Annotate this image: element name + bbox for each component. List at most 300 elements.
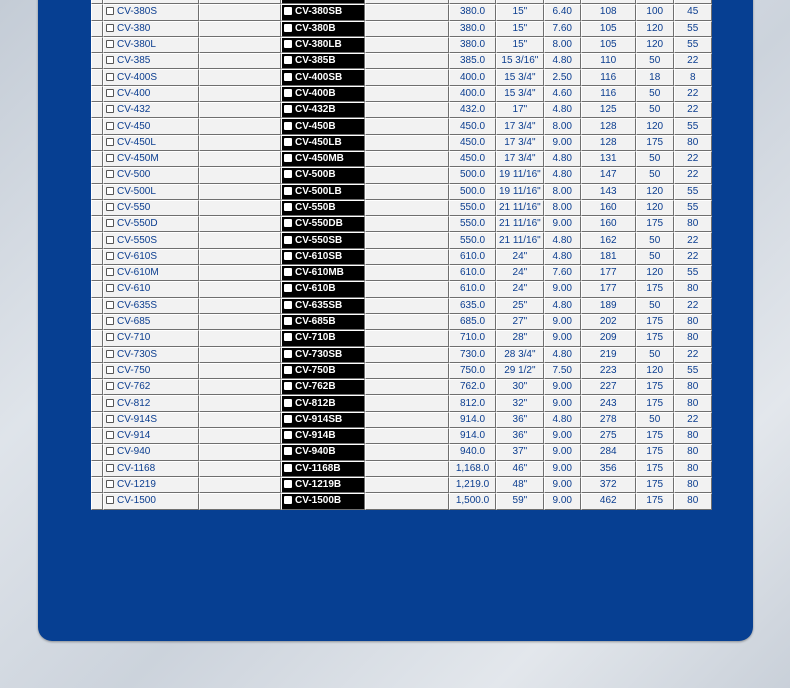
length-mm-cell: 940.0 xyxy=(449,444,496,460)
pack-qty-cell: 128 xyxy=(581,118,636,134)
natural-select-checkbox[interactable] xyxy=(106,317,114,325)
empty-cell xyxy=(199,330,281,346)
natural-part-cell xyxy=(103,265,199,281)
empty-cell xyxy=(365,151,449,167)
tensile-kg-cell: 45 xyxy=(674,4,712,20)
pack-qty-cell: 147 xyxy=(581,167,636,183)
length-mm-cell: 610.0 xyxy=(449,281,496,297)
empty-cell xyxy=(365,232,449,248)
empty-cell xyxy=(365,37,449,53)
row-marker-cell xyxy=(91,265,103,281)
length-inch-cell: 24" xyxy=(496,281,544,297)
empty-cell xyxy=(365,330,449,346)
empty-cell xyxy=(365,428,449,444)
black-select-checkbox[interactable] xyxy=(284,219,292,227)
natural-part-number: CV-1500 xyxy=(117,495,156,507)
empty-cell xyxy=(365,184,449,200)
natural-select-checkbox[interactable] xyxy=(106,496,114,504)
length-inch-cell: 21 11/16" xyxy=(496,216,544,232)
parts-table xyxy=(91,0,712,510)
pack-qty-cell: 223 xyxy=(581,363,636,379)
empty-cell xyxy=(365,477,449,493)
width-mm-cell: 4.80 xyxy=(544,249,581,265)
empty-cell xyxy=(365,53,449,69)
length-mm-cell: 750.0 xyxy=(449,363,496,379)
row-marker-cell xyxy=(91,232,103,248)
pack-qty-cell: 278 xyxy=(581,412,636,428)
pack-qty-cell: 202 xyxy=(581,314,636,330)
length-mm-cell: 380.0 xyxy=(449,4,496,20)
natural-select-checkbox[interactable] xyxy=(106,284,114,292)
natural-select-checkbox[interactable] xyxy=(106,236,114,244)
natural-part-number: CV-762 xyxy=(117,381,151,393)
natural-select-checkbox[interactable] xyxy=(106,431,114,439)
empty-cell xyxy=(365,298,449,314)
width-mm-cell: 4.80 xyxy=(544,167,581,183)
length-mm-cell: 550.0 xyxy=(449,216,496,232)
natural-select-checkbox[interactable] xyxy=(106,399,114,407)
black-select-checkbox[interactable] xyxy=(284,415,292,423)
empty-cell xyxy=(199,298,281,314)
empty-cell xyxy=(365,363,449,379)
natural-select-checkbox[interactable] xyxy=(106,154,114,162)
black-select-checkbox[interactable] xyxy=(284,447,292,455)
black-select-checkbox[interactable] xyxy=(284,89,292,97)
natural-part-cell xyxy=(103,477,199,493)
black-part-number: CV-450MB xyxy=(295,153,344,165)
table-row xyxy=(91,151,712,167)
black-part-number: CV-385B xyxy=(295,55,336,67)
black-select-checkbox[interactable] xyxy=(284,122,292,130)
empty-cell xyxy=(365,461,449,477)
black-select-checkbox[interactable] xyxy=(284,317,292,325)
width-mm-cell: 4.80 xyxy=(544,151,581,167)
empty-cell xyxy=(199,379,281,395)
width-mm-cell: 9.00 xyxy=(544,281,581,297)
black-part-number: CV-550DB xyxy=(295,218,343,230)
natural-part-cell xyxy=(103,249,199,265)
black-part-number: CV-710B xyxy=(295,332,336,344)
tensile-kg-cell: 22 xyxy=(674,249,712,265)
tensile-lbs-cell: 175 xyxy=(636,493,674,509)
black-part-cell xyxy=(281,265,365,281)
length-inch-cell: 21 11/16" xyxy=(496,232,544,248)
tensile-lbs-cell: 18 xyxy=(636,69,674,85)
natural-select-checkbox[interactable] xyxy=(106,56,114,64)
width-mm-cell: 4.80 xyxy=(544,102,581,118)
length-mm-cell: 450.0 xyxy=(449,135,496,151)
natural-part-number: CV-400S xyxy=(117,71,158,83)
empty-cell xyxy=(199,363,281,379)
black-part-number: CV-610MB xyxy=(295,267,344,279)
tensile-lbs-cell: 50 xyxy=(636,151,674,167)
length-mm-cell: 400.0 xyxy=(449,86,496,102)
tensile-lbs-cell: 50 xyxy=(636,167,674,183)
table-row xyxy=(91,135,712,151)
row-marker-cell xyxy=(91,395,103,411)
pack-qty-cell: 105 xyxy=(581,37,636,53)
length-mm-cell: 385.0 xyxy=(449,53,496,69)
natural-part-number: CV-940 xyxy=(117,446,151,458)
black-part-cell xyxy=(281,314,365,330)
table-row xyxy=(91,53,712,69)
natural-select-checkbox[interactable] xyxy=(106,415,114,423)
length-inch-cell: 32" xyxy=(496,395,544,411)
black-select-checkbox[interactable] xyxy=(284,236,292,244)
empty-cell xyxy=(199,118,281,134)
natural-select-checkbox[interactable] xyxy=(106,40,114,48)
length-mm-cell: 914.0 xyxy=(449,412,496,428)
black-select-checkbox[interactable] xyxy=(284,73,292,81)
tensile-lbs-cell: 175 xyxy=(636,379,674,395)
black-select-checkbox[interactable] xyxy=(284,154,292,162)
natural-select-checkbox[interactable] xyxy=(106,366,114,374)
natural-select-checkbox[interactable] xyxy=(106,268,114,276)
natural-select-checkbox[interactable] xyxy=(106,203,114,211)
black-select-checkbox[interactable] xyxy=(284,268,292,276)
tensile-kg-cell: 80 xyxy=(674,493,712,509)
tensile-kg-cell: 22 xyxy=(674,151,712,167)
black-part-cell xyxy=(281,102,365,118)
natural-part-cell xyxy=(103,53,199,69)
tensile-kg-cell: 22 xyxy=(674,167,712,183)
pack-qty-cell: 108 xyxy=(581,4,636,20)
empty-cell xyxy=(199,21,281,37)
table-row xyxy=(91,37,712,53)
table-row xyxy=(91,347,712,363)
natural-part-number: CV-500 xyxy=(117,169,151,181)
black-part-cell xyxy=(281,21,365,37)
length-inch-cell: 36" xyxy=(496,428,544,444)
tensile-lbs-cell: 50 xyxy=(636,249,674,265)
black-select-checkbox[interactable] xyxy=(284,431,292,439)
natural-select-checkbox[interactable] xyxy=(106,382,114,390)
empty-cell xyxy=(199,232,281,248)
tensile-kg-cell: 80 xyxy=(674,281,712,297)
tensile-lbs-cell: 120 xyxy=(636,265,674,281)
empty-cell xyxy=(365,102,449,118)
width-mm-cell: 9.00 xyxy=(544,461,581,477)
length-inch-cell: 27" xyxy=(496,314,544,330)
tensile-kg-cell: 80 xyxy=(674,216,712,232)
natural-part-number: CV-1168 xyxy=(117,462,156,474)
black-part-number: CV-635SB xyxy=(295,299,343,311)
empty-cell xyxy=(365,281,449,297)
tensile-lbs-cell: 175 xyxy=(636,281,674,297)
length-inch-cell: 24" xyxy=(496,249,544,265)
black-select-checkbox[interactable] xyxy=(284,399,292,407)
table-row xyxy=(91,281,712,297)
width-mm-cell: 9.00 xyxy=(544,379,581,395)
natural-part-cell xyxy=(103,412,199,428)
length-inch-cell: 17" xyxy=(496,102,544,118)
natural-select-checkbox[interactable] xyxy=(106,187,114,195)
width-mm-cell: 7.50 xyxy=(544,363,581,379)
tensile-kg-cell: 80 xyxy=(674,461,712,477)
length-mm-cell: 380.0 xyxy=(449,21,496,37)
natural-select-checkbox[interactable] xyxy=(106,122,114,130)
empty-cell xyxy=(199,200,281,216)
row-marker-cell xyxy=(91,493,103,509)
empty-cell xyxy=(199,249,281,265)
empty-cell xyxy=(199,53,281,69)
black-part-cell xyxy=(281,151,365,167)
empty-cell xyxy=(365,265,449,281)
row-marker-cell xyxy=(91,200,103,216)
black-part-number: CV-750B xyxy=(295,364,336,376)
black-part-number: CV-1500B xyxy=(295,495,342,507)
black-part-number: CV-685B xyxy=(295,316,336,328)
length-mm-cell: 730.0 xyxy=(449,347,496,363)
row-marker-cell xyxy=(91,363,103,379)
natural-part-number: CV-1219 xyxy=(117,479,156,491)
tensile-lbs-cell: 50 xyxy=(636,412,674,428)
table-row xyxy=(91,330,712,346)
black-select-checkbox[interactable] xyxy=(284,480,292,488)
empty-cell xyxy=(365,395,449,411)
natural-part-cell xyxy=(103,37,199,53)
pack-qty-cell: 243 xyxy=(581,395,636,411)
tensile-lbs-cell: 175 xyxy=(636,461,674,477)
black-part-cell xyxy=(281,428,365,444)
black-select-checkbox[interactable] xyxy=(284,56,292,64)
pack-qty-cell: 284 xyxy=(581,444,636,460)
natural-select-checkbox[interactable] xyxy=(106,138,114,146)
natural-part-cell xyxy=(103,167,199,183)
natural-select-checkbox[interactable] xyxy=(106,447,114,455)
natural-select-checkbox[interactable] xyxy=(106,219,114,227)
empty-cell xyxy=(365,21,449,37)
black-select-checkbox[interactable] xyxy=(284,464,292,472)
empty-cell xyxy=(199,412,281,428)
black-part-cell xyxy=(281,53,365,69)
natural-select-checkbox[interactable] xyxy=(106,464,114,472)
length-inch-cell: 29 1/2" xyxy=(496,363,544,379)
pack-qty-cell: 125 xyxy=(581,102,636,118)
width-mm-cell: 9.00 xyxy=(544,493,581,509)
empty-cell xyxy=(365,379,449,395)
length-inch-cell: 59" xyxy=(496,493,544,509)
black-part-cell xyxy=(281,69,365,85)
black-select-checkbox[interactable] xyxy=(284,382,292,390)
black-part-number: CV-500B xyxy=(295,169,336,181)
pack-qty-cell: 116 xyxy=(581,69,636,85)
row-marker-cell xyxy=(91,330,103,346)
natural-part-number: CV-550S xyxy=(117,234,158,246)
natural-part-cell xyxy=(103,363,199,379)
natural-part-cell xyxy=(103,135,199,151)
pack-qty-cell: 462 xyxy=(581,493,636,509)
table-row xyxy=(91,314,712,330)
tensile-kg-cell: 22 xyxy=(674,86,712,102)
table-row xyxy=(91,21,712,37)
table-row xyxy=(91,265,712,281)
black-select-checkbox[interactable] xyxy=(284,301,292,309)
width-mm-cell: 4.80 xyxy=(544,232,581,248)
black-select-checkbox[interactable] xyxy=(284,252,292,260)
tensile-kg-cell: 22 xyxy=(674,102,712,118)
black-select-checkbox[interactable] xyxy=(284,105,292,113)
width-mm-cell: 9.00 xyxy=(544,330,581,346)
length-inch-cell: 24" xyxy=(496,265,544,281)
black-part-cell xyxy=(281,4,365,20)
tensile-lbs-cell: 120 xyxy=(636,37,674,53)
tensile-lbs-cell: 50 xyxy=(636,53,674,69)
tensile-lbs-cell: 175 xyxy=(636,428,674,444)
black-part-number xyxy=(295,0,336,1)
tensile-kg-cell: 55 xyxy=(674,37,712,53)
natural-select-checkbox[interactable] xyxy=(106,24,114,32)
row-marker-cell xyxy=(91,37,103,53)
row-marker-cell xyxy=(91,102,103,118)
tensile-lbs-cell: 120 xyxy=(636,184,674,200)
width-mm-cell: 8.00 xyxy=(544,37,581,53)
tensile-lbs-cell: 175 xyxy=(636,135,674,151)
empty-cell xyxy=(199,184,281,200)
natural-select-checkbox[interactable] xyxy=(106,89,114,97)
tensile-kg-cell: 80 xyxy=(674,477,712,493)
empty-cell xyxy=(199,216,281,232)
length-mm-cell: 450.0 xyxy=(449,151,496,167)
tensile-kg-cell: 22 xyxy=(674,347,712,363)
tensile-lbs-cell: 50 xyxy=(636,86,674,102)
empty-cell xyxy=(365,118,449,134)
natural-part-number: CV-450 xyxy=(117,120,151,132)
natural-part-number: CV-550 xyxy=(117,202,151,213)
row-marker-cell xyxy=(91,151,103,167)
natural-part-number xyxy=(117,0,150,1)
tensile-kg-cell: 55 xyxy=(674,265,712,281)
length-inch-cell: 15 3/4" xyxy=(496,69,544,85)
row-marker-cell xyxy=(91,4,103,20)
pack-qty-cell: 372 xyxy=(581,477,636,493)
length-mm-cell: 812.0 xyxy=(449,395,496,411)
black-part-number: CV-914B xyxy=(295,430,336,442)
pack-qty-cell: 143 xyxy=(581,184,636,200)
natural-part-number: CV-450M xyxy=(117,153,159,165)
black-select-checkbox[interactable] xyxy=(284,333,292,341)
table-row xyxy=(91,216,712,232)
pack-qty-cell: 105 xyxy=(581,21,636,37)
natural-select-checkbox[interactable] xyxy=(106,73,114,81)
pack-qty-cell: 356 xyxy=(581,461,636,477)
tensile-kg-cell: 80 xyxy=(674,395,712,411)
natural-part-cell xyxy=(103,493,199,509)
length-mm-cell: 500.0 xyxy=(449,167,496,183)
tensile-lbs-cell: 50 xyxy=(636,232,674,248)
table-row xyxy=(91,428,712,444)
black-select-checkbox[interactable] xyxy=(284,7,292,15)
width-mm-cell: 9.00 xyxy=(544,135,581,151)
table-row xyxy=(91,379,712,395)
natural-part-cell xyxy=(103,461,199,477)
table-row xyxy=(91,102,712,118)
black-part-cell xyxy=(281,232,365,248)
black-part-number: CV-400B xyxy=(295,87,336,99)
tensile-kg-cell: 55 xyxy=(674,184,712,200)
table-row xyxy=(91,477,712,493)
black-select-checkbox[interactable] xyxy=(284,170,292,178)
black-part-cell xyxy=(281,330,365,346)
pack-qty-cell: 162 xyxy=(581,232,636,248)
natural-select-checkbox[interactable] xyxy=(106,252,114,260)
length-inch-cell: 37" xyxy=(496,444,544,460)
pack-qty-cell: 181 xyxy=(581,249,636,265)
row-marker-cell xyxy=(91,249,103,265)
row-marker-cell xyxy=(91,53,103,69)
length-inch-cell: 28" xyxy=(496,330,544,346)
tensile-kg-cell: 80 xyxy=(674,428,712,444)
natural-part-cell xyxy=(103,379,199,395)
empty-cell xyxy=(199,86,281,102)
natural-part-number: CV-385 xyxy=(117,55,151,67)
natural-select-checkbox[interactable] xyxy=(106,333,114,341)
empty-cell xyxy=(365,167,449,183)
empty-cell xyxy=(199,135,281,151)
natural-part-cell xyxy=(103,298,199,314)
length-inch-cell: 17 3/4" xyxy=(496,118,544,134)
natural-select-checkbox[interactable] xyxy=(106,7,114,15)
natural-select-checkbox[interactable] xyxy=(106,301,114,309)
empty-cell xyxy=(365,412,449,428)
black-select-checkbox[interactable] xyxy=(284,40,292,48)
black-select-checkbox[interactable] xyxy=(284,284,292,292)
black-part-cell xyxy=(281,395,365,411)
width-mm-cell: 4.80 xyxy=(544,347,581,363)
empty-cell xyxy=(199,428,281,444)
empty-cell xyxy=(365,135,449,151)
natural-part-cell xyxy=(103,395,199,411)
black-select-checkbox[interactable] xyxy=(284,366,292,374)
black-select-checkbox[interactable] xyxy=(284,24,292,32)
table-row xyxy=(91,69,712,85)
length-inch-cell: 17 3/4" xyxy=(496,151,544,167)
tensile-lbs-cell: 175 xyxy=(636,395,674,411)
empty-cell xyxy=(199,265,281,281)
black-part-number: CV-812B xyxy=(295,397,336,409)
tensile-lbs-cell: 120 xyxy=(636,200,674,216)
row-marker-cell xyxy=(91,21,103,37)
row-marker-cell xyxy=(91,444,103,460)
natural-part-cell xyxy=(103,314,199,330)
black-part-number: CV-500LB xyxy=(295,185,342,197)
length-mm-cell: 1,500.0 xyxy=(449,493,496,509)
row-marker-cell xyxy=(91,477,103,493)
black-part-number: CV-550B xyxy=(295,202,336,213)
natural-select-checkbox[interactable] xyxy=(106,170,114,178)
black-part-cell xyxy=(281,249,365,265)
length-inch-cell: 15" xyxy=(496,37,544,53)
black-select-checkbox[interactable] xyxy=(284,138,292,146)
natural-part-cell xyxy=(103,281,199,297)
natural-select-checkbox[interactable] xyxy=(106,480,114,488)
black-select-checkbox[interactable] xyxy=(284,187,292,195)
natural-select-checkbox[interactable] xyxy=(106,105,114,113)
black-part-number: CV-432B xyxy=(295,104,336,116)
table-row xyxy=(91,200,712,216)
length-mm-cell: 685.0 xyxy=(449,314,496,330)
empty-cell xyxy=(365,249,449,265)
natural-select-checkbox[interactable] xyxy=(106,350,114,358)
natural-part-cell xyxy=(103,184,199,200)
natural-part-number: CV-380L xyxy=(117,39,156,51)
black-select-checkbox[interactable] xyxy=(284,350,292,358)
tensile-kg-cell: 8 xyxy=(674,69,712,85)
black-select-checkbox[interactable] xyxy=(284,496,292,504)
black-part-cell xyxy=(281,347,365,363)
black-select-checkbox[interactable] xyxy=(284,203,292,211)
black-part-number: CV-550SB xyxy=(295,234,343,246)
